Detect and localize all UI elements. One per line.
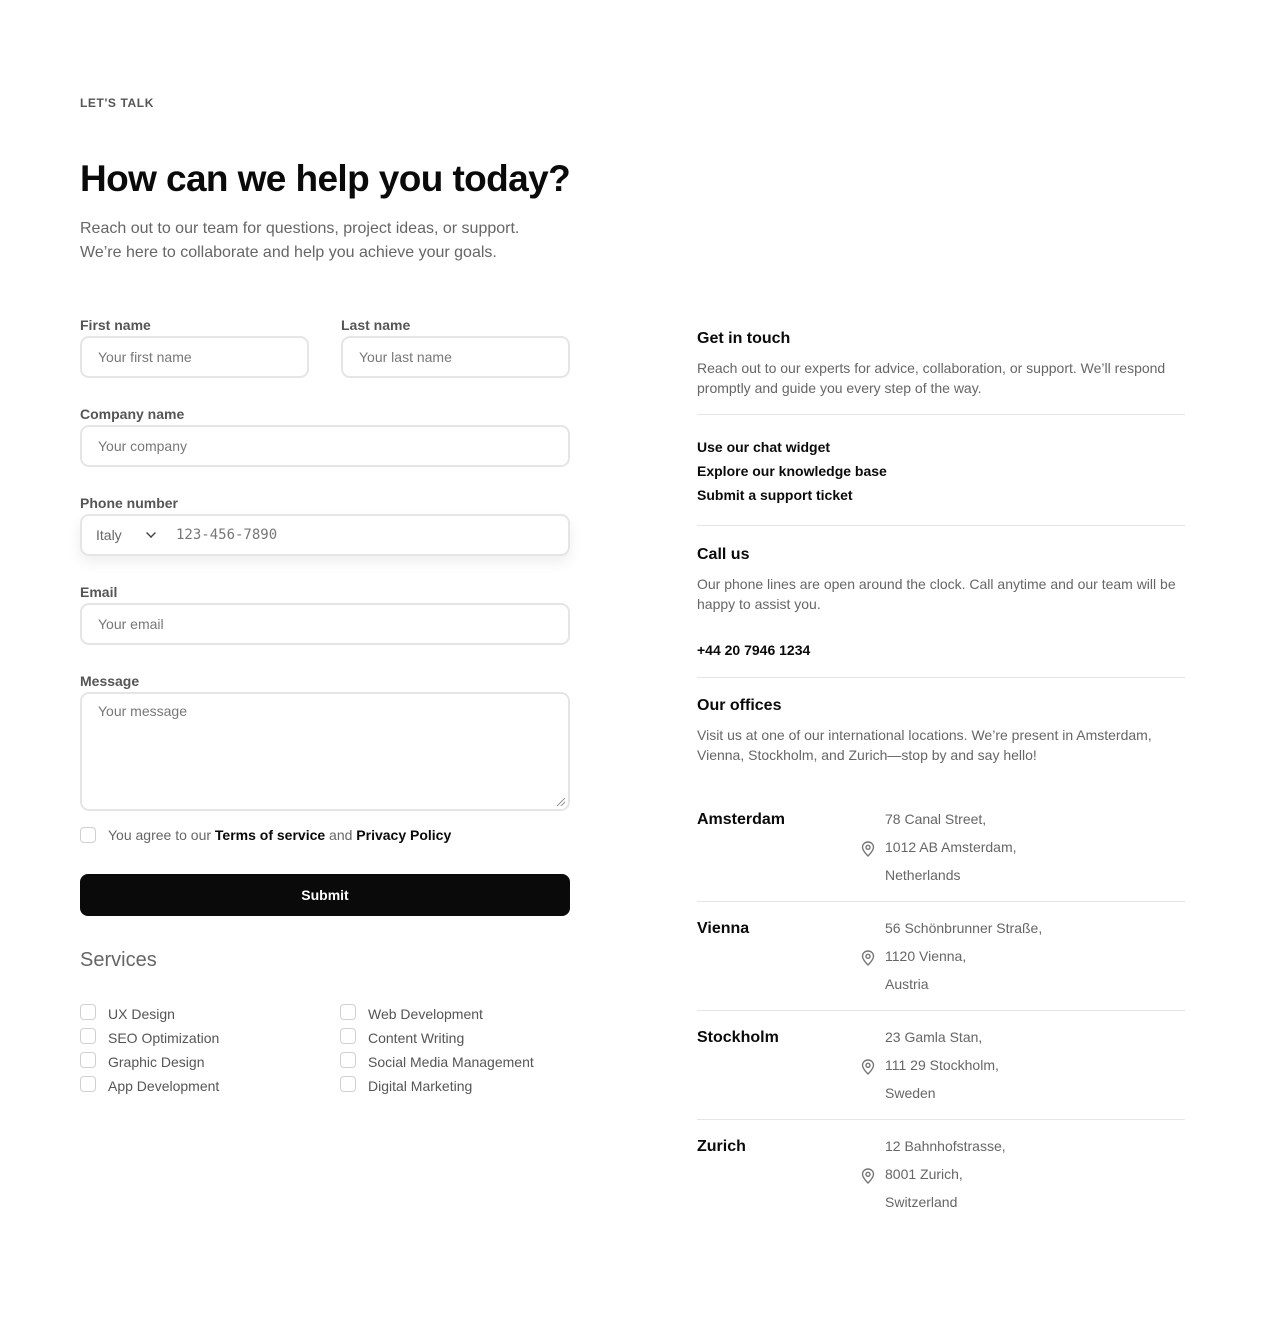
service-option[interactable] [80, 1054, 340, 1070]
phone-label: Phone number [80, 495, 179, 511]
knowledge-base-link[interactable]: Explore our knowledge base [697, 463, 887, 479]
service-option[interactable] [80, 1006, 340, 1022]
office-amsterdam [697, 793, 1185, 901]
company-input[interactable]: Your company [80, 425, 570, 467]
resize-handle-icon[interactable] [557, 798, 565, 806]
page-subtitle [80, 217, 600, 265]
phone-link[interactable]: +44 20 7946 1234 [697, 642, 811, 658]
office-city: Vienna [697, 920, 750, 937]
email-group [80, 583, 570, 645]
get-in-touch-section [697, 330, 1185, 414]
offices-title: Our offices [697, 697, 782, 714]
map-pin-icon [861, 918, 875, 998]
agree-and: and [329, 827, 353, 843]
service-option[interactable] [80, 1030, 340, 1046]
services-title: Services [80, 949, 157, 971]
service-label: Content Writing [368, 1030, 465, 1046]
services-list [80, 1006, 570, 1094]
email-label: Email [80, 584, 118, 600]
address-line: Sweden [885, 1085, 936, 1101]
last-name-label: Last name [341, 317, 411, 333]
last-name-group [341, 316, 570, 378]
office-address [885, 914, 1042, 998]
page-title: How can we help you today? [80, 158, 571, 199]
company-group [80, 405, 570, 467]
message-placeholder: Your message [98, 703, 187, 719]
last-name-input[interactable]: Your last name [341, 336, 570, 378]
terms-link[interactable]: Terms of service [214, 827, 326, 843]
message-group [80, 672, 570, 811]
map-pin-icon [861, 1027, 875, 1107]
office-city: Stockholm [697, 1029, 779, 1046]
service-label: Web Development [368, 1006, 483, 1022]
call-section [697, 526, 1185, 658]
phone-group [80, 494, 570, 556]
service-option[interactable] [340, 1054, 570, 1070]
country-value: Italy [96, 527, 122, 543]
name-row [80, 316, 570, 378]
office-city: Amsterdam [697, 811, 786, 828]
service-label: Digital Marketing [368, 1078, 473, 1094]
phone-field [80, 514, 570, 556]
service-checkbox[interactable] [340, 1052, 356, 1068]
address-line: Switzerland [885, 1194, 958, 1210]
first-name-input[interactable]: Your first name [80, 336, 309, 378]
support-ticket-link[interactable]: Submit a support ticket [697, 487, 853, 503]
submit-button[interactable]: Submit [80, 874, 570, 916]
service-label: SEO Optimization [108, 1030, 220, 1046]
service-checkbox[interactable] [340, 1004, 356, 1020]
service-label: Graphic Design [108, 1054, 205, 1070]
service-label: App Development [108, 1078, 220, 1094]
get-in-touch-title: Get in touch [697, 330, 791, 347]
privacy-link[interactable]: Privacy Policy [356, 827, 452, 843]
agree-row [80, 827, 570, 843]
address-line: 12 Bahnhofstrasse, [885, 1138, 1006, 1154]
chat-widget-link[interactable]: Use our chat widget [697, 439, 831, 455]
service-label: Social Media Management [368, 1054, 534, 1070]
message-label: Message [80, 673, 140, 689]
agree-prefix: You agree to our [108, 827, 212, 843]
map-pin-icon [861, 809, 875, 889]
subtitle-line: Reach out to our team for questions, project ideas, or support. [80, 220, 520, 237]
office-address [885, 1132, 1006, 1216]
address-line: 111 29 Stockholm, [885, 1057, 999, 1073]
offices-section [697, 678, 1185, 793]
office-city: Zurich [697, 1138, 746, 1155]
chevron-down-icon [146, 528, 156, 538]
office-stockholm [697, 1011, 1185, 1119]
service-checkbox[interactable] [80, 1004, 96, 1020]
office-address [885, 1023, 999, 1107]
get-in-touch-desc: Reach out to our experts for advice, collaboration, or support. We’ll respond promptly and guide you every step of the way. [697, 360, 1166, 396]
service-option[interactable] [340, 1006, 570, 1022]
address-line: 23 Gamla Stan, [885, 1029, 983, 1045]
call-desc: Our phone lines are open around the clock. Call anytime and our team will be happy to assist you. [697, 576, 1176, 612]
address-line: 1012 AB Amsterdam, [885, 839, 1017, 855]
first-name-label: First name [80, 317, 151, 333]
offices-desc: Visit us at one of our international locations. We’re present in Amsterdam, Vienna, Stockholm, and Zurich—stop by and say hello! [697, 727, 1152, 763]
first-name-group [80, 316, 309, 378]
office-vienna [697, 902, 1185, 1010]
country-select[interactable] [82, 527, 164, 543]
map-pin-icon [861, 1136, 875, 1216]
address-line: 8001 Zurich, [885, 1166, 963, 1182]
eyebrow: LET'S TALK [80, 96, 154, 110]
address-line: 56 Schönbrunner Straße, [885, 920, 1043, 936]
service-checkbox[interactable] [80, 1052, 96, 1068]
address-line: 78 Canal Street, [885, 811, 987, 827]
service-checkbox[interactable] [340, 1076, 356, 1092]
service-option[interactable] [340, 1030, 570, 1046]
office-address [885, 805, 1017, 889]
service-option[interactable] [340, 1078, 570, 1094]
subtitle-line: We’re here to collaborate and help you achieve your goals. [80, 244, 497, 261]
address-line: Austria [885, 976, 929, 992]
call-title: Call us [697, 546, 750, 563]
office-zurich [697, 1120, 1185, 1228]
agree-checkbox[interactable] [80, 827, 96, 843]
phone-input[interactable]: 123-456-7890 [176, 527, 278, 543]
support-links [697, 415, 1185, 525]
address-line: Netherlands [885, 867, 961, 883]
service-option[interactable] [80, 1078, 340, 1094]
service-label: UX Design [108, 1006, 175, 1022]
email-input[interactable]: Your email [80, 603, 570, 645]
contact-sidebar [697, 330, 1185, 1228]
service-checkbox[interactable] [80, 1076, 96, 1092]
service-checkbox[interactable] [340, 1028, 356, 1044]
message-textarea[interactable] [80, 692, 570, 811]
company-label: Company name [80, 406, 185, 422]
service-checkbox[interactable] [80, 1028, 96, 1044]
address-line: 1120 Vienna, [885, 948, 967, 964]
contact-form [80, 316, 570, 1094]
